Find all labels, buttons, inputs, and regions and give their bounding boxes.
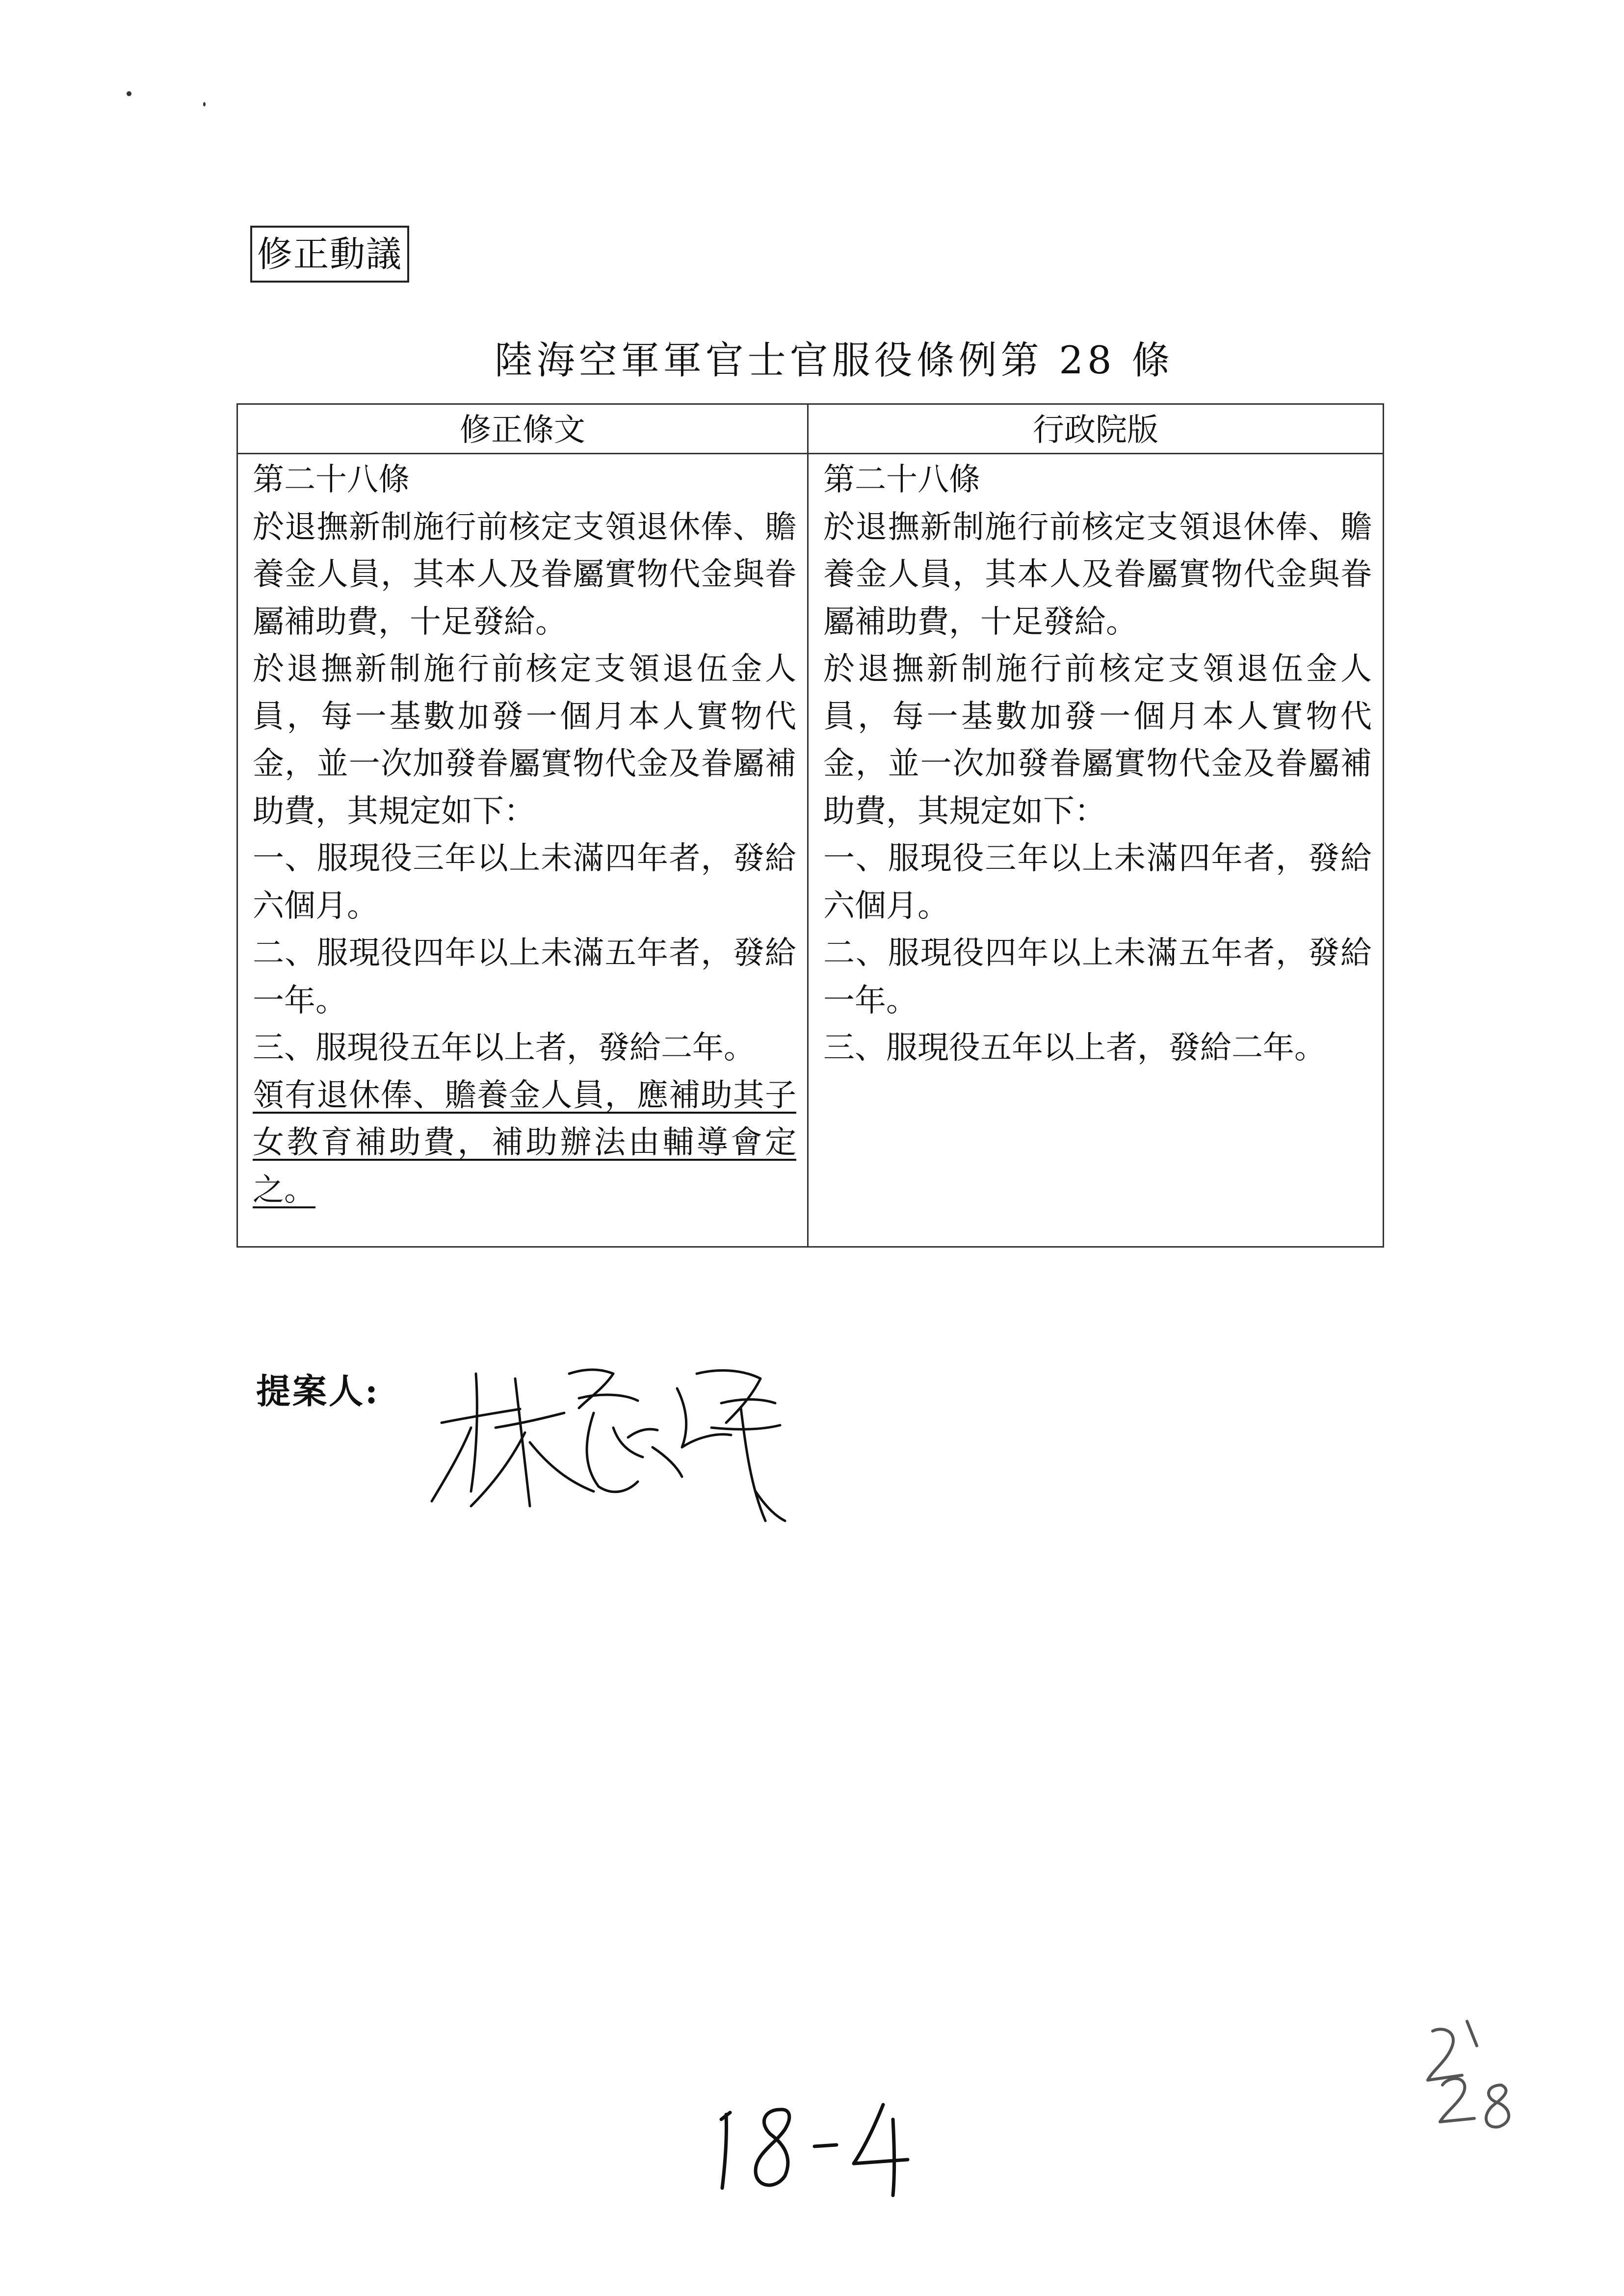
document-title: 陸海空軍軍官士官服役條例第 28 條 — [494, 339, 1174, 383]
paragraph-1: 於退撫新制施行前核定支領退休俸、贍養金人員，其本人及眷屬實物代金與眷屬補助費，十足發給。 — [253, 509, 796, 640]
article-heading: 第二十八條 — [823, 462, 980, 498]
scan-speck — [203, 102, 206, 106]
item-1: 一、服現役三年以上未滿四年者，發給六個月。 — [823, 840, 1372, 924]
handwritten-signature — [422, 1344, 824, 1570]
item-3: 三、服現役五年以上者，發給二年。 — [823, 1030, 1326, 1066]
handwritten-side-note — [1413, 2011, 1531, 2139]
header-executive-version: 行政院版 — [808, 404, 1384, 454]
paragraph-2: 於退撫新制施行前核定支領退伍金人員，每一基數加發一個月本人實物代金，並一次加發眷屬實物代金及眷屬補助費，其規定如下： — [253, 651, 796, 830]
item-3: 三、服現役五年以上者，發給二年。 — [253, 1030, 755, 1066]
paragraph-2: 於退撫新制施行前核定支領退伍金人員，每一基數加發一個月本人實物代金，並一次加發眷屬實物代金及眷屬補助費，其規定如下： — [823, 651, 1372, 830]
paragraph-1: 於退撫新制施行前核定支領退休俸、贍養金人員，其本人及眷屬實物代金與眷屬補助費，十足發給。 — [823, 509, 1372, 640]
item-2: 二、服現役四年以上未滿五年者，發給一年。 — [823, 935, 1372, 1019]
item-2: 二、服現役四年以上未滿五年者，發給一年。 — [253, 935, 796, 1019]
table-row — [237, 454, 1384, 1247]
added-paragraph: 領有退休俸、贍養金人員，應補助其子女教育補助費，補助辦法由輔導會定之。 — [253, 1077, 796, 1208]
comparison-table — [236, 403, 1384, 1248]
motion-badge: 修正動議 — [250, 226, 409, 283]
scan-speck — [127, 91, 131, 96]
item-1: 一、服現役三年以上未滿四年者，發給六個月。 — [253, 840, 796, 924]
article-heading: 第二十八條 — [253, 462, 410, 498]
table-header-row — [237, 404, 1384, 454]
header-amended-text: 修正條文 — [237, 404, 808, 454]
proposer-label: 提案人: — [256, 1371, 380, 1411]
amended-text-cell — [237, 454, 808, 1247]
executive-version-cell — [808, 454, 1384, 1247]
handwritten-page-number — [707, 2090, 962, 2198]
